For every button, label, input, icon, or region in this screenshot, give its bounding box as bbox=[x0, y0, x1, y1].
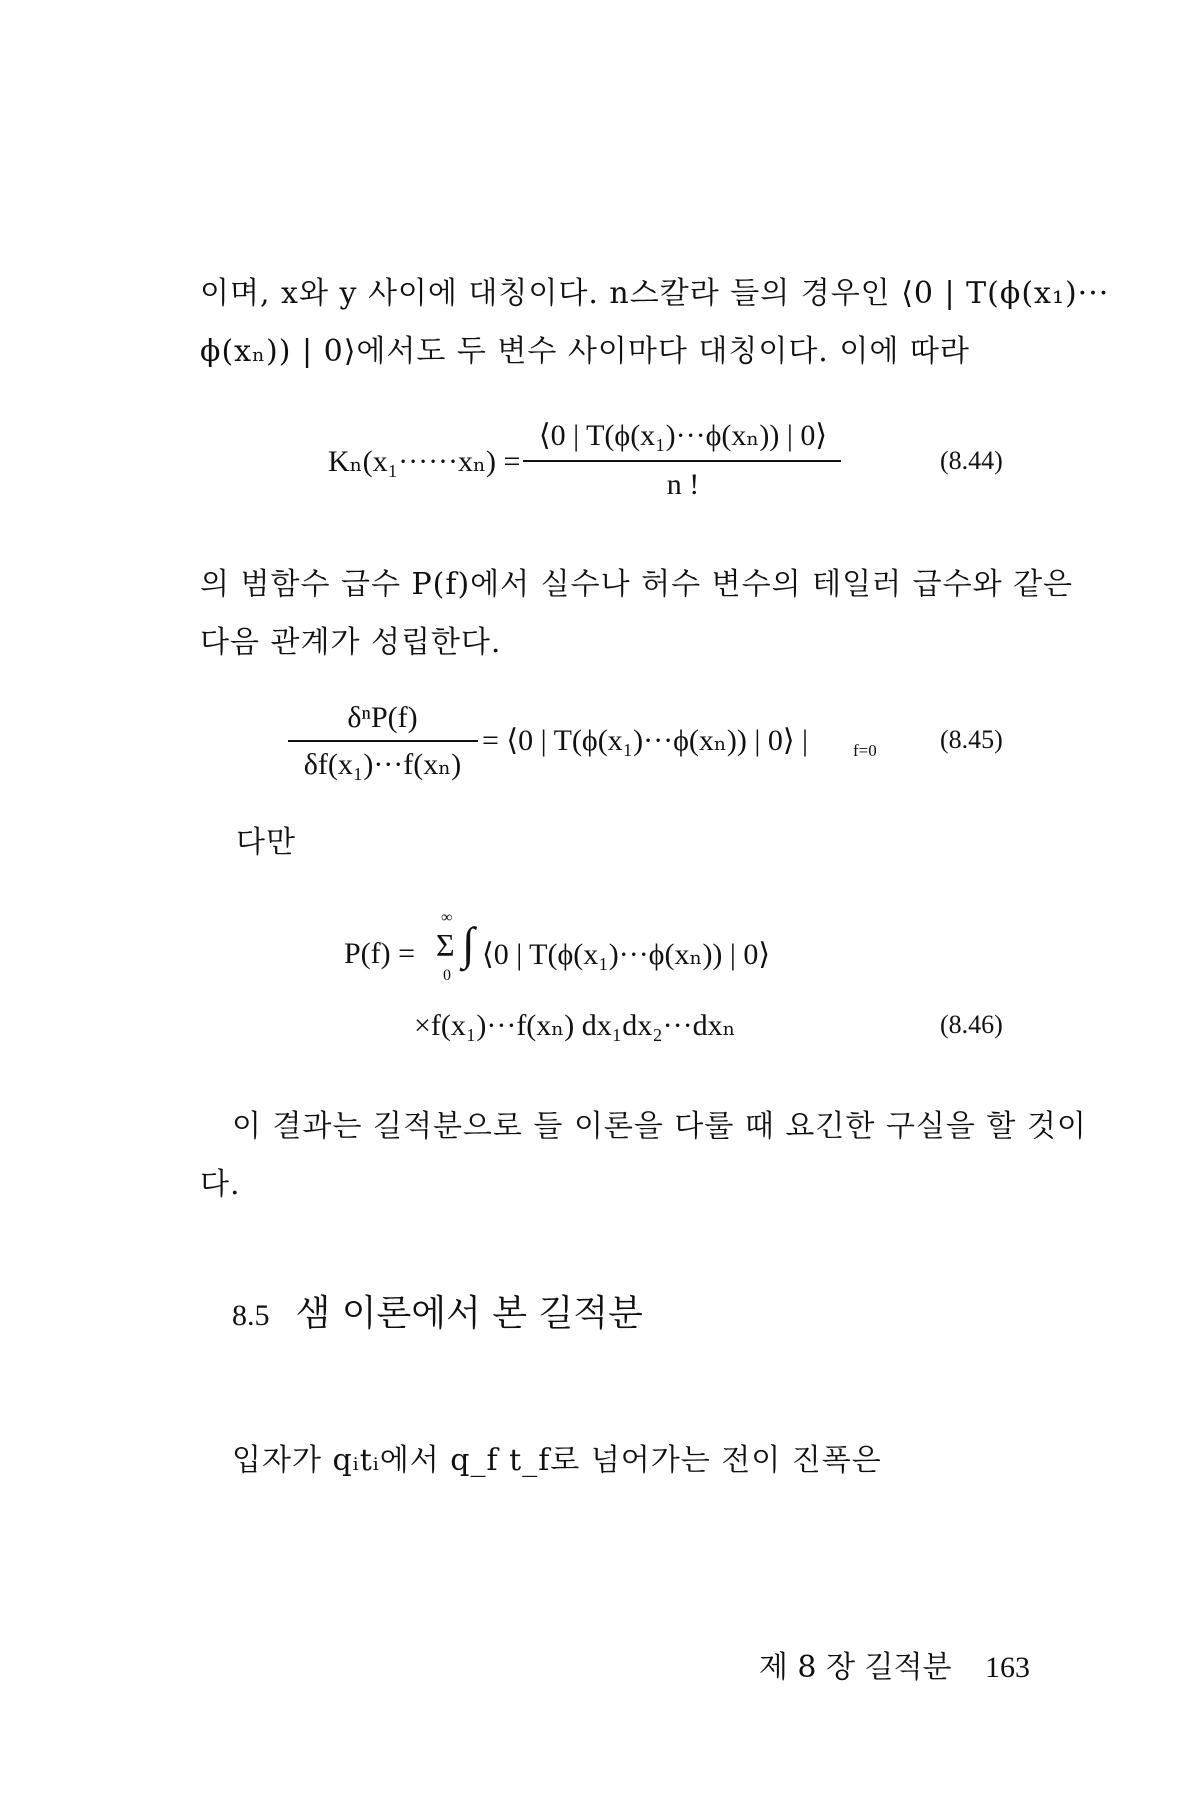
eq-8-46-tag: (8.46) bbox=[940, 1010, 1003, 1039]
eq-8-46-line-1: ⟨0 | T(ϕ(x₁)···ϕ(xₙ)) | 0⟩ bbox=[482, 938, 771, 971]
section-number: 8.5 bbox=[232, 1299, 270, 1332]
eq-8-46-sum-bottom: 0 bbox=[443, 967, 451, 984]
eq-8-45-numerator: δⁿP(f) bbox=[347, 701, 418, 734]
page-footer bbox=[759, 1642, 1030, 1686]
eq-8-44-denominator: n ! bbox=[666, 468, 700, 501]
equation-8-46 bbox=[0, 909, 1200, 1065]
paragraph-3 bbox=[200, 1098, 1087, 1214]
integral-icon: ∫ bbox=[462, 918, 475, 969]
eq-8-45-rhs: = ⟨0 | T(ϕ(x₁)···ϕ(xₙ)) | 0⟩ | bbox=[482, 724, 809, 757]
eq-8-44-lhs: Kₙ(x₁······xₙ) = bbox=[328, 445, 521, 478]
eq-8-45-fraction-bar bbox=[288, 740, 478, 742]
page-number: 163 bbox=[985, 1651, 1030, 1684]
paragraph-2-line-1: 의 범함수 급수 P(f)에서 실수나 허수 변수의 테일러 급수와 같은 bbox=[200, 567, 1074, 602]
paragraph-damon bbox=[236, 814, 1081, 872]
equation-8-44 bbox=[0, 410, 1200, 520]
eq-8-46-sum-top: ∞ bbox=[441, 909, 453, 926]
paragraph-3-line-1: 이 결과는 길적분으로 들 이론을 다룰 때 요긴한 구실을 할 것이 bbox=[232, 1109, 1087, 1144]
paragraph-3-line-2: 다. bbox=[200, 1167, 241, 1202]
paragraph-4-line-1: 입자가 qᵢtᵢ에서 q_f t_f로 넘어가는 전이 진폭은 bbox=[232, 1443, 882, 1478]
eq-8-46-lhs: P(f) = bbox=[344, 937, 416, 970]
section-title: 샘 이론에서 본 길적분 bbox=[295, 1293, 643, 1334]
paragraph-1 bbox=[200, 265, 1110, 381]
equation-8-45 bbox=[0, 695, 1200, 815]
paragraph-4 bbox=[232, 1432, 1077, 1490]
eq-8-44-fraction-bar bbox=[523, 460, 841, 462]
paragraph-1-line-2: ϕ(xₙ)) | 0⟩에서도 두 변수 사이마다 대칭이다. 이에 따라 bbox=[200, 334, 970, 369]
paragraph-1-line-1: 이며, x와 y 사이에 대칭이다. n스칼라 들의 경우인 ⟨0 | T(ϕ(x₁)··· bbox=[200, 276, 1110, 311]
section-heading bbox=[232, 1285, 643, 1336]
eq-8-44-numerator: ⟨0 | T(ϕ(x₁)···ϕ(xₙ)) | 0⟩ bbox=[538, 419, 828, 452]
eq-8-44-tag: (8.44) bbox=[940, 446, 1003, 475]
eq-8-46-line-2: ×f(x₁)···f(xₙ) dx₁dx₂···dxₙ bbox=[414, 1009, 736, 1042]
sigma-icon: Σ bbox=[436, 927, 455, 963]
eq-8-45-denominator: δf(x₁)···f(xₙ) bbox=[303, 748, 462, 781]
paragraph-2 bbox=[200, 556, 1074, 672]
paragraph-2-line-2: 다음 관계가 성립한다. bbox=[200, 625, 502, 660]
damon-text: 다만 bbox=[236, 825, 296, 860]
eq-8-45-tag: (8.45) bbox=[940, 725, 1003, 754]
eq-8-45-subscript: f=0 bbox=[853, 741, 877, 760]
footer-chapter: 제 8 장 길적분 bbox=[758, 1650, 952, 1685]
